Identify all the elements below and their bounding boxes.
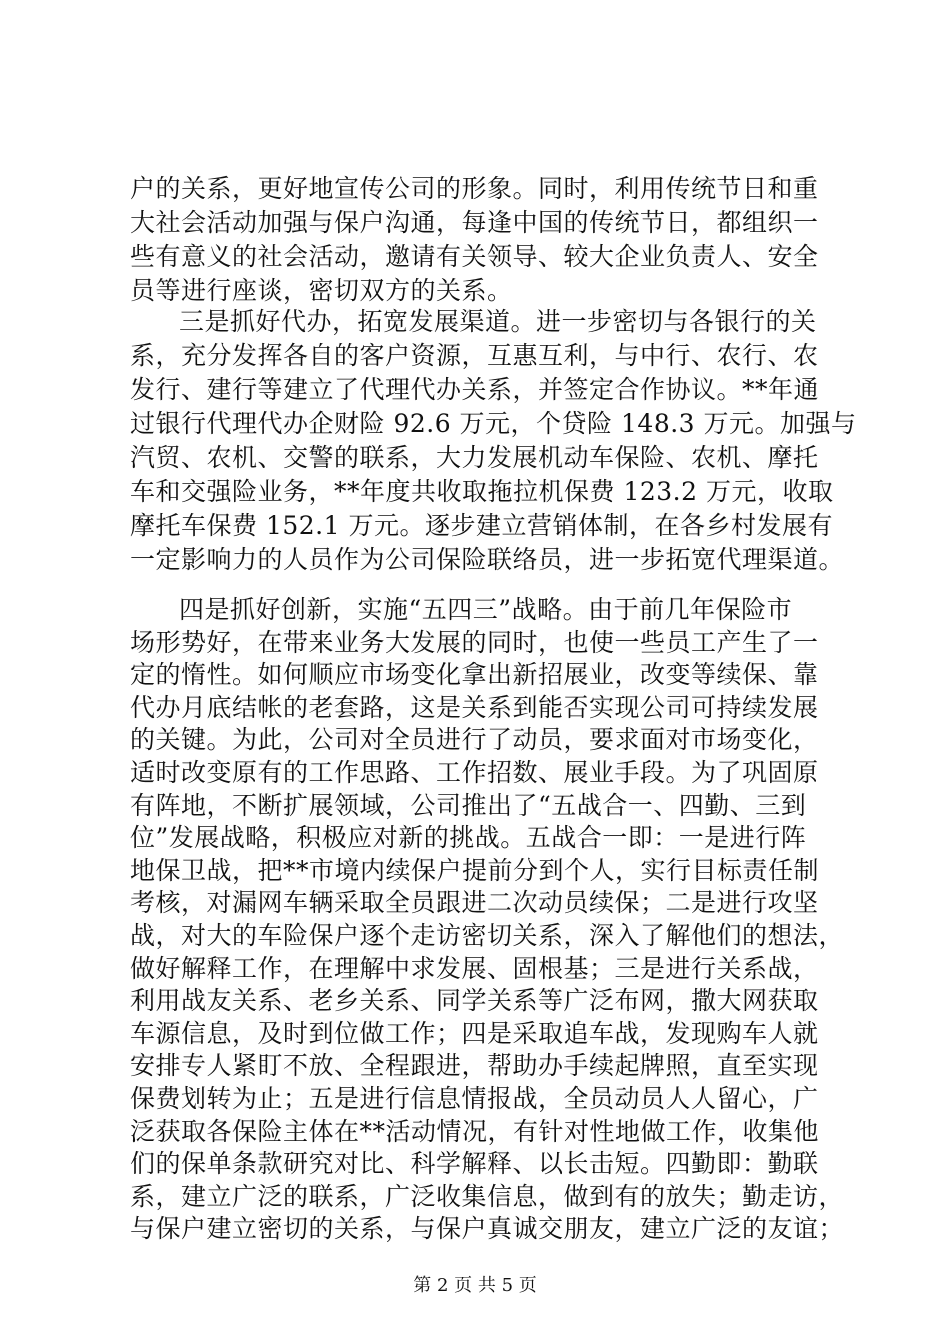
text-line: 四是抓好创新，实施“五四三”战略。由于前几年保险市 <box>179 595 793 624</box>
text-line: 汽贸、农机、交警的联系，大力发展机动车保险、农机、摩托 <box>130 443 819 472</box>
text-line: 的关键。为此，公司对全员进行了动员，要求面对市场变化， <box>130 725 819 754</box>
text-line: 摩托车保费 152.1 万元。逐步建立营销体制，在各乡村发展有 <box>130 511 833 540</box>
text-line: 安排专人紧盯不放、全程跟进，帮助办手续起牌照，直至实现 <box>130 1051 819 1080</box>
page-number: 第 2 页 共 5 页 <box>413 1275 537 1296</box>
text-line: 地保卫战，把**市境内续保户提前分到个人，实行目标责任制 <box>130 856 820 885</box>
text-line: 户的关系，更好地宣传公司的形象。同时，利用传统节日和重 <box>130 174 819 203</box>
text-line: 定的惰性。如何顺应市场变化拿出新招展业，改变等续保、靠 <box>130 660 819 689</box>
text-line: 一定影响力的人员作为公司保险联络员，进一步拓宽代理渠道。 <box>130 545 845 574</box>
text-line: 车和交强险业务，**年度共收取拖拉机保费 123.2 万元，收取 <box>130 477 834 506</box>
text-line: 利用战友关系、老乡关系、同学关系等广泛布网，撒大网获取 <box>130 986 819 1015</box>
text-line: 些有意义的社会活动，邀请有关领导、较大企业负责人、安全 <box>130 242 819 271</box>
text-line: 与保户建立密切的关系，与保户真诚交朋友，建立广泛的友谊； <box>130 1214 845 1243</box>
text-line: 考核，对漏网车辆采取全员跟进二次动员续保；二是进行攻坚 <box>130 888 819 917</box>
text-line: 车源信息，及时到位做工作；四是采取追车战，发现购车人就 <box>130 1019 819 1048</box>
text-line: 大社会活动加强与保户沟通，每逢中国的传统节日，都组织一 <box>130 208 819 237</box>
text-line: 们的保单条款研究对比、科学解释、以长击短。四勤即：勤联 <box>130 1149 819 1178</box>
text-line: 保费划转为止；五是进行信息情报战，全员动员人人留心，广 <box>130 1084 819 1113</box>
text-line: 场形势好，在带来业务大发展的同时，也使一些员工产生了一 <box>130 628 819 657</box>
text-line: 系，建立广泛的联系，广泛收集信息，做到有的放失；勤走访， <box>130 1182 845 1211</box>
text-line: 系，充分发挥各自的客户资源，互惠互利，与中行、农行、农 <box>130 341 819 370</box>
text-line: 位”发展战略，积极应对新的挑战。五战合一即：一是进行阵 <box>130 823 807 852</box>
text-line: 适时改变原有的工作思路、工作招数、展业手段。为了巩固原 <box>130 758 819 787</box>
text-line: 代办月底结帐的老套路，这是关系到能否实现公司可持续发展 <box>130 693 819 722</box>
text-line: 做好解释工作，在理解中求发展、固根基；三是进行关系战， <box>130 954 819 983</box>
text-line: 过银行代理代办企财险 92.6 万元，个贷险 148.3 万元。加强与 <box>130 409 857 438</box>
text-line: 员等进行座谈，密切双方的关系。 <box>130 276 513 305</box>
text-line: 三是抓好代办，拓宽发展渠道。进一步密切与各银行的关 <box>179 307 817 336</box>
text-line: 发行、建行等建立了代理代办关系，并签定合作协议。**年通 <box>130 375 820 404</box>
text-line: 泛获取各保险主体在**活动情况，有针对性地做工作，收集他 <box>130 1117 820 1146</box>
text-line: 战，对大的车险保户逐个走访密切关系，深入了解他们的想法， <box>130 921 845 950</box>
text-line: 有阵地，不断扩展领域，公司推出了“五战合一、四勤、三到 <box>130 791 807 820</box>
